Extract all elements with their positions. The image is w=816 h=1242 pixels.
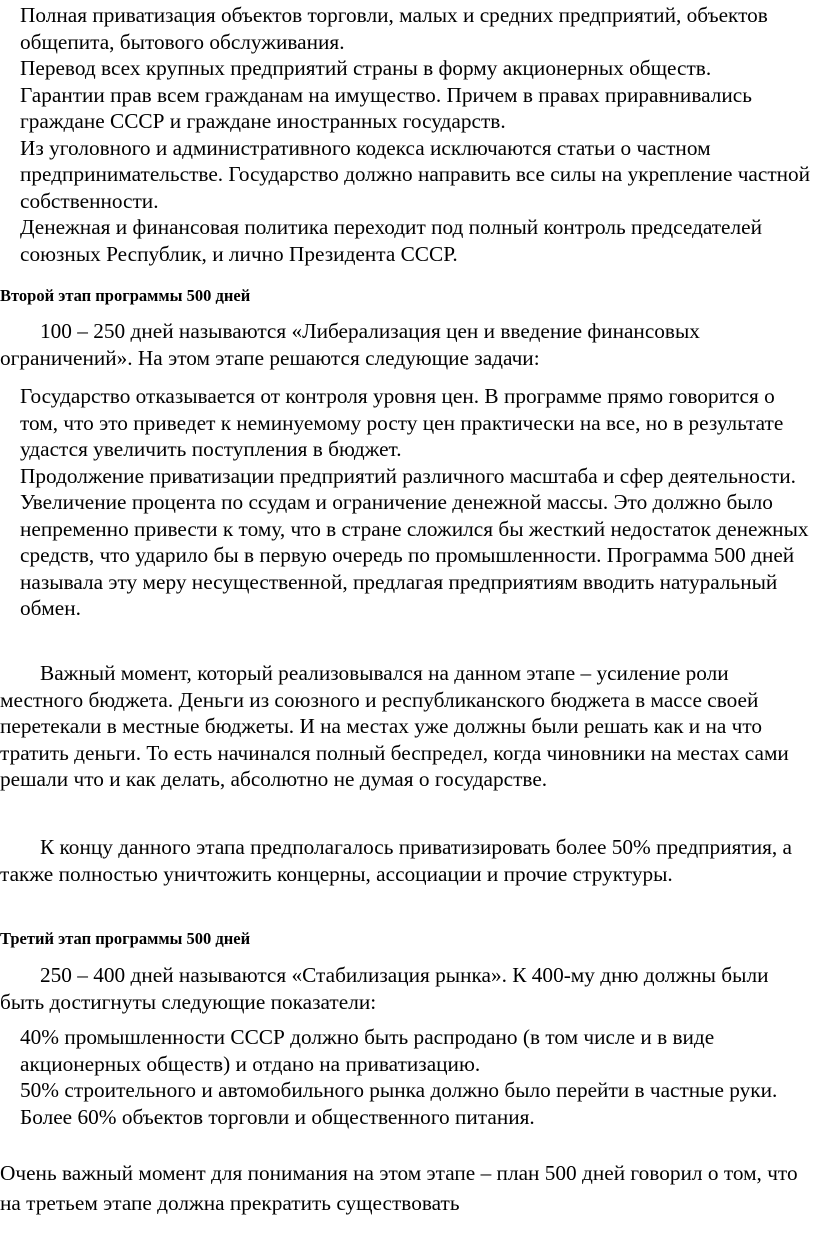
- section-heading-stage-2: [0, 285, 812, 307]
- list-item: Перевод всех крупных предприятий страны в форму акционерных обществ.: [20, 56, 712, 80]
- stage-3-end-paragraph: [0, 1158, 812, 1218]
- stage-2-tasks-list: [0, 383, 812, 622]
- list-item: 40% промышленности СССР должно быть распродано (в том числе и в виде акционерных обществ) и отдано на приватизацию.: [20, 1025, 715, 1076]
- list-item: Из уголовного и административного кодекса исключаются статьи о частном предпринимательстве. Государство должно направить все силы на укрепление частной собственности.: [20, 135, 811, 213]
- paragraph: К концу данного этапа предполагалось приватизировать более 50% предприятия, а также полностью уничтожить концерны, ассоциации и прочие структуры.: [0, 835, 793, 886]
- stage-2-end-paragraph: [0, 834, 812, 887]
- section-heading: Второй этап программы 500 дней: [0, 286, 251, 305]
- stage-2-intro: [0, 318, 812, 371]
- list-item: Государство отказывается от контроля уровня цен. В программе прямо говорится о том, что это приведет к неминуемому росту цен практически на все, но в результате удастся увеличить поступления в бюджет.: [20, 384, 784, 461]
- list-item: Продолжение приватизации предприятий различного масштаба и сфер деятельности.: [20, 463, 796, 488]
- section-heading: Третий этап программы 500 дней: [0, 929, 251, 948]
- list-item: Денежная и финансовая политика переходит под полный контроль председателей союзных Республик, и лично Президента СССР.: [20, 215, 762, 266]
- stage-3-targets-list: [0, 1024, 812, 1130]
- paragraph: 100 – 250 дней называются «Либерализация цен и введение финансовых ограничений». На этом этапе решаются следующие задачи:: [0, 319, 700, 370]
- paragraph: 250 – 400 дней называются «Стабилизация рынка». К 400-му дню должны были быть достигнуты следующие показатели:: [0, 963, 769, 1014]
- paragraph: Важный момент, который реализовывался на данном этапе – усиление роли местного бюджета. Деньги из союзного и республиканского бюджета в массе своей перетекали в местные бюджеты. И на местах уже должны были решать как и на что тратить деньги. То есть начинался полный беспредел, когда чиновники на местах сами решали что и как делать, абсолютно не думая о государстве.: [0, 661, 789, 791]
- stage-2-budget-paragraph: [0, 660, 812, 793]
- section-heading-stage-3: [0, 928, 812, 950]
- list-item: Более 60% объектов торговли и общественного питания.: [20, 1104, 535, 1129]
- list-item: Полная приватизация объектов торговли, малых и средних предприятий, объектов общепита, бытового обслуживания.: [20, 3, 768, 54]
- reform-measures-list: [0, 2, 812, 267]
- stage-3-intro: [0, 962, 812, 1015]
- paragraph: Очень важный момент для понимания на этом этапе – план 500 дней говорил о том, что на третьем этапе должна прекратить существовать: [0, 1161, 798, 1215]
- list-item: Гарантии прав всем гражданам на имущество. Причем в правах приравнивались граждане СССР и граждане иностранных государств.: [20, 82, 752, 133]
- list-item: Увеличение процента по ссудам и ограничение денежной массы. Это должно было непременно привести к тому, что в стране сложился бы жесткий недостаток денежных средств, что ударило бы в первую очередь по промышленности. Программа 500 дней называла эту меру несущественной, предлагая предприятиям вводить натуральный обмен.: [20, 490, 809, 620]
- list-item: 50% строительного и автомобильного рынка должно было перейти в частные руки.: [20, 1078, 778, 1102]
